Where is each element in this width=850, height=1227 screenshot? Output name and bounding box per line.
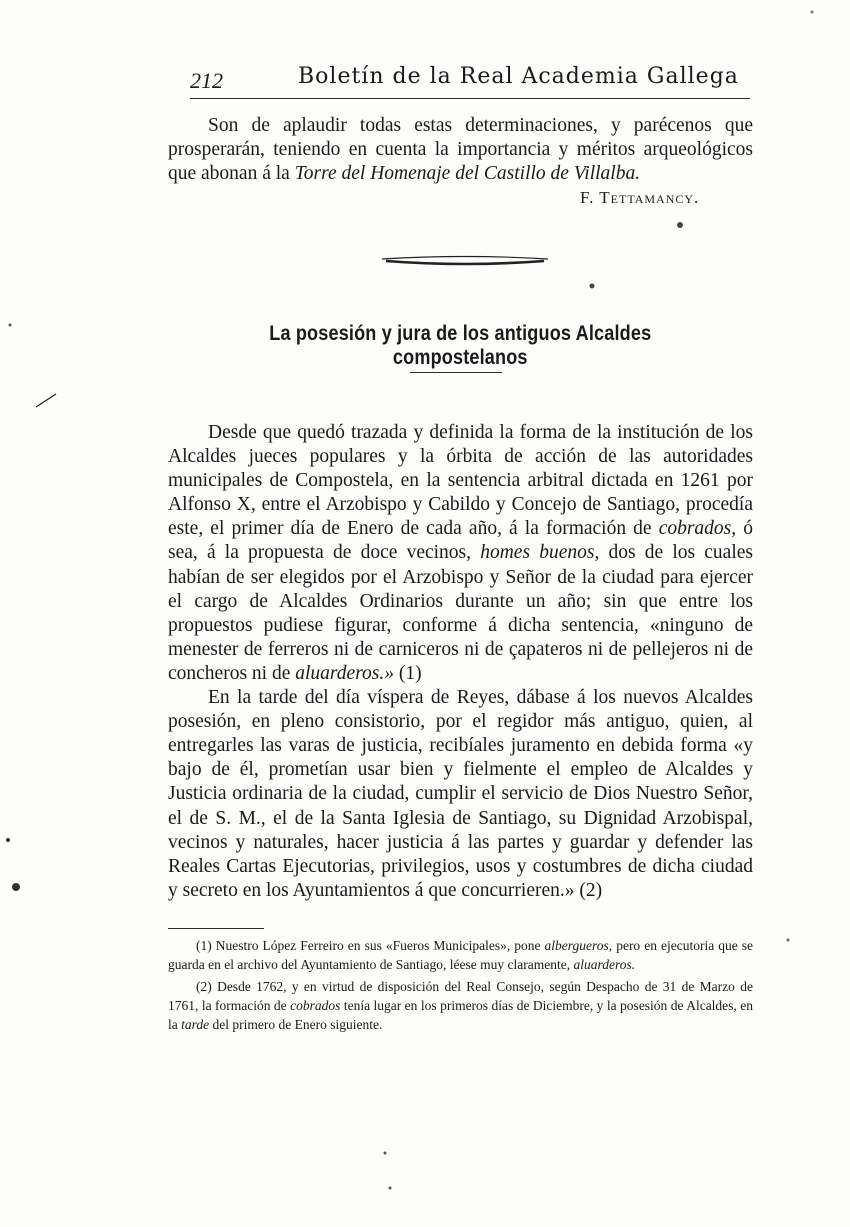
castle-tower-name: Torre del Homenaje del Castillo de Villalba. [294, 163, 641, 184]
footnote-2: (2) Desde 1762, y en virtud de disposición del Real Consejo, según Despacho de 31 de Marzo de 1761, la formación de cobrados tenía lugar en los primeros días de Diciembre, y la posesión de Alcaldes, en la tarde del primero de Enero siguiente. [168, 979, 753, 1032]
previous-article-ending [168, 114, 753, 186]
title-rule [410, 372, 502, 373]
body-paragraph-2: En la tarde del día víspera de Reyes, dábase á los nuevos Alcaldes posesión, en pleno consistorio, por el regidor más antiguo, quien, al entregarles las varas de justicia, recibíales juramento en debida forma «y bajo de él, prometían usar bien y fielmente el empleo de Alcaldes y Justicia ordinaria de la ciudad, cumplir el servicio de Dios Nuestro Señor, el de S. M., el de la Santa Iglesia de Santiago, su Dignidad Arzobispal, vecinos y naturales, hacer justicia á las partes y guardar y defender las Reales Cartas Ejecutorias, privilegios, usos y costumbres de dicha ciudad y secreto en los Ayuntamientos á que concurrieren.» (2) [168, 687, 753, 901]
section-divider-ornament [380, 252, 550, 268]
article-title: La posesión y jura de los antiguos Alcaldes compostelanos [269, 322, 652, 370]
body-paragraph-1: Desde que quedó trazada y definida la forma de la institución de los Alcaldes jueces populares y la órbita de acción de las autoridades municipales de Compostela, en la sentencia arbitral dictada en 1261 por Alfonso X, entre el Arzobispo y Cabildo y Concejo de Santiago, procedía este, el primer día de Enero de cada año, á la formación de cobrados, ó sea, á la propuesta de doce vecinos, homes buenos, dos de los cuales habían de ser elegidos por el Arzobispo y Señor de la ciudad para ejercer el cargo de Alcaldes Ordinarios durante un año; sin que entre los propuestos pudiese figurar, conforme á dicha sentencia, «ninguno de menester de ferreros ni de carniceros ni de çapateros ni de pellejeros ni de concheros ni de aluarderos.» (1) [168, 422, 754, 684]
page-number: 212 [190, 68, 223, 93]
article-body [168, 421, 753, 903]
footnote-reference-1: (1) [394, 662, 422, 684]
italic-term-homes-buenos: homes buenos, [480, 542, 600, 564]
footnote-1: (1) Nuestro López Ferreiro en sus «Fueros Municipales», pone albergueros, pero en ejecutoria que se guarda en el archivo del Ayuntamiento de Santiago, léese muy claramente, aluarderos. [168, 938, 753, 972]
journal-title: Boletín de la Real Academia Gallega [298, 64, 739, 89]
italic-term-cobrados: cobrados, [658, 518, 737, 540]
italic-term-aluarderos: aluarderos.» [295, 662, 395, 684]
footnotes [168, 936, 753, 1037]
running-header [190, 62, 750, 99]
footnote-separator [168, 928, 264, 929]
author-signature: F. Tettamancy. [580, 188, 700, 207]
previous-article-paragraph: Son de aplaudir todas estas determinaciones, y parécenos que prosperarán, teniendo en cuenta la importancia y méritos arqueológicos que abonan á la Torre del Homenaje del Castillo de Villalba. [168, 115, 753, 184]
